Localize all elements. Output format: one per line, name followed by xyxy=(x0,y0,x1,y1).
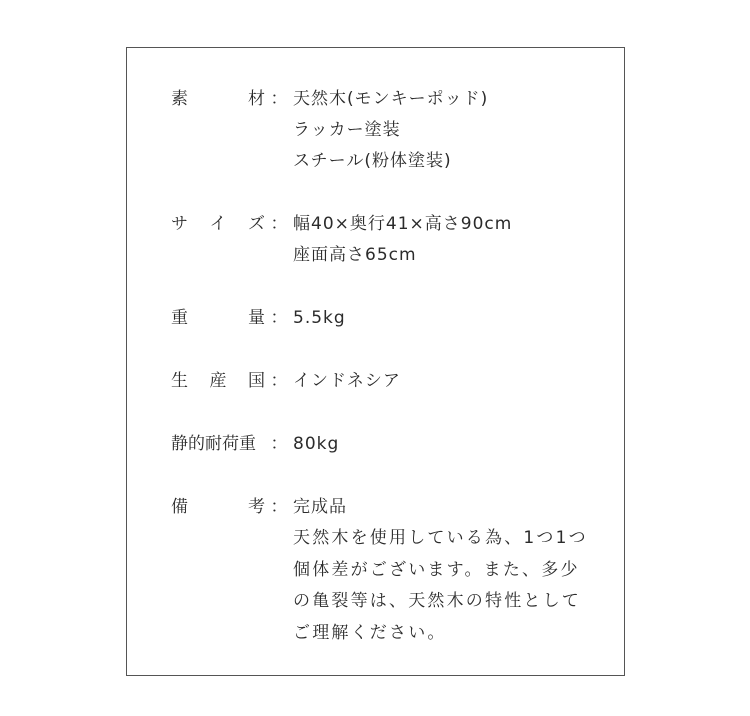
spec-label-size xyxy=(171,209,265,240)
spec-label-char: 量 xyxy=(248,308,265,328)
spec-colon: ： xyxy=(270,214,288,234)
spec-label-origin xyxy=(171,366,265,397)
spec-row-size xyxy=(171,209,601,271)
spec-label-weight xyxy=(171,303,265,334)
spec-label-notes xyxy=(171,492,265,523)
spec-label-char: 産 xyxy=(209,371,227,391)
spec-label-char: 国 xyxy=(248,371,265,391)
spec-values-weight xyxy=(293,303,346,334)
spec-values-material xyxy=(293,84,488,177)
spec-label-char: 生 xyxy=(171,371,188,391)
spec-list xyxy=(171,84,601,649)
spec-value: 幅40×奥行41×高さ90cm xyxy=(293,214,513,234)
spec-values-notes xyxy=(293,492,588,649)
spec-label-char: 備 xyxy=(171,497,188,517)
spec-label-load xyxy=(171,429,265,460)
spec-colon: ： xyxy=(270,371,288,391)
spec-label-char: 静的耐荷重 xyxy=(171,434,256,454)
spec-value: 80kg xyxy=(293,434,340,454)
spec-row-material xyxy=(171,84,601,177)
spec-label-char: サ xyxy=(171,214,188,234)
spec-value: 天然木(モンキーポッド) xyxy=(293,89,489,109)
spec-values-origin xyxy=(293,366,401,397)
spec-value: ラッカー塗装 xyxy=(293,120,401,140)
spec-value: の亀裂等は、天然木の特性として xyxy=(293,591,581,611)
spec-label-char: 材 xyxy=(248,89,265,109)
spec-row-weight xyxy=(171,303,601,334)
spec-row-notes xyxy=(171,492,601,649)
spec-value: スチール(粉体塗装) xyxy=(293,151,452,171)
spec-label-char: 考 xyxy=(248,497,265,517)
spec-value: 個体差がございます。また、多少 xyxy=(293,559,580,580)
spec-value: 座面高さ65cm xyxy=(293,245,417,265)
spec-value: 天然木を使用している為、1つ1つ xyxy=(293,528,588,548)
spec-row-load xyxy=(171,429,601,460)
spec-values-load xyxy=(293,429,339,460)
spec-label-material xyxy=(171,84,265,115)
spec-label-char: 素 xyxy=(171,89,188,109)
spec-colon: ： xyxy=(270,89,288,109)
spec-colon: ： xyxy=(270,497,288,517)
spec-value: インドネシア xyxy=(293,371,401,391)
spec-value: 完成品 xyxy=(293,497,347,517)
spec-value: 5.5kg xyxy=(293,308,346,328)
spec-row-origin xyxy=(171,366,601,397)
spec-label-char: ズ xyxy=(248,214,265,234)
spec-value: ご理解ください。 xyxy=(293,622,447,643)
spec-label-char: 重 xyxy=(171,308,188,328)
spec-label-char: イ xyxy=(209,214,227,234)
spec-colon: ： xyxy=(270,308,288,328)
spec-values-size xyxy=(293,209,512,271)
spec-colon: ： xyxy=(270,434,288,454)
